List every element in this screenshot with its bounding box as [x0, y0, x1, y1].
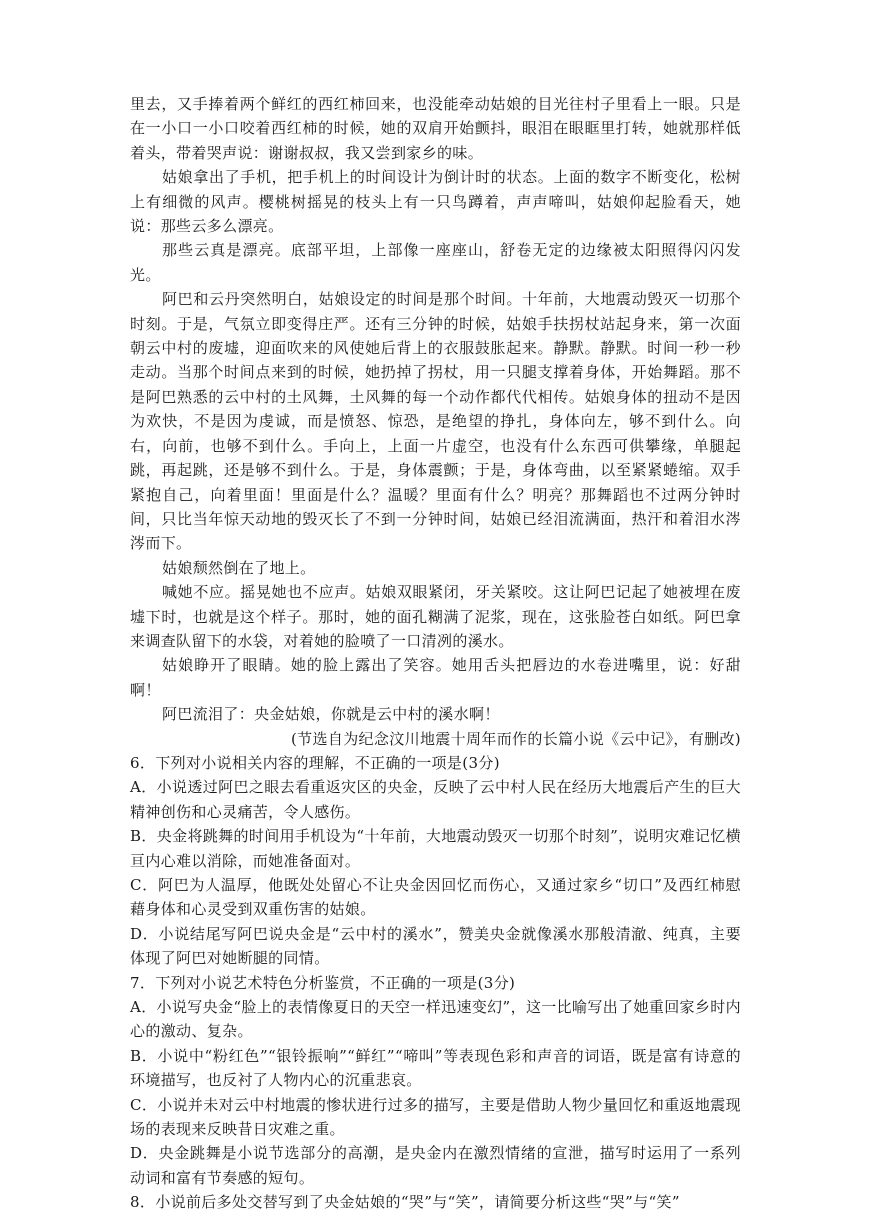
question-stem: 6．下列对小说相关内容的理解，不正确的一项是(3分)	[130, 753, 500, 772]
option-b: B．小说中“粉红色”“银铃振响”“鲜红”“啼叫”等表现色彩和声音的词语，既是富有诗意的环境描写，也反衬了人物内心的沉重悲哀。	[130, 1046, 741, 1090]
question-8	[130, 1190, 741, 1214]
option-a: A．小说写央金“脸上的表情像夏日的天空一样迅速变幻”，这一比喻写出了她重回家乡时内心的激动、复杂。	[130, 998, 741, 1041]
option-d: D．央金跳舞是小说节选部分的高潮，是央金内在激烈情绪的宣泄，描写时运用了一系列动词和富有节奏感的短句。	[130, 1144, 741, 1187]
question-section	[130, 751, 741, 1215]
story-paragraph: 姑娘睁开了眼睛。她的脸上露出了笑容。她用舌头把唇边的水卷进嘴里，说：好甜啊！	[130, 656, 741, 699]
question-stem: 7．下列对小说艺术特色分析鉴赏，不正确的一项是(3分)	[130, 973, 516, 992]
option-c: C．阿巴为人温厚，他既处处留心不让央金因回忆而伤心，又通过家乡“切口”及西红柿慰藉身体和心灵受到双重伤害的姑娘。	[130, 876, 741, 919]
story-paragraph: 姑娘颓然倒在了地上。	[162, 558, 316, 577]
story-paragraph: 喊她不应。摇晃她也不应声。姑娘双眼紧闭，牙关紧咬。这让阿巴记起了她被埋在废墟下时，也就是这个样子。那时，她的面孔糊满了泥浆，现在，这张脸苍白如纸。阿巴拿来调查队留下的水袋，对着她的脸喷了一口清冽的溪水。	[130, 583, 741, 650]
story-paragraph: 阿巴流泪了：央金姑娘，你就是云中村的溪水啊！	[162, 705, 500, 724]
story-text	[130, 92, 741, 751]
option-b: B．央金将跳舞的时间用手机设为“十年前，大地震动毁灭一切那个时刻”，说明灾难记忆横亘内心难以消除，而她准备面对。	[130, 827, 741, 870]
option-c: C．小说并未对云中村地震的惨状进行过多的描写，主要是借助人物少量回忆和重返地震现场的表现来反映昔日灾难之重。	[130, 1095, 741, 1139]
story-paragraph: 姑娘拿出了手机，把手机上的时间设计为倒计时的状态。上面的数字不断变化，松树上有细微的风声。樱桃树摇晃的枝头上有一只鸟蹲着，声声啼叫，姑娘仰起脸看天，她说：那些云多么漂亮。	[130, 168, 741, 236]
question-6	[130, 751, 741, 971]
question-7	[130, 971, 741, 1191]
story-paragraph: 阿巴和云丹突然明白，姑娘设定的时间是那个时间。十年前，大地震动毁灭一切那个时刻。于是，气氛立即变得庄严。还有三分钟的时候，姑娘手扶拐杖站起身来，第一次面朝云中村的废墟，迎面吹来的风使她后背上的衣服鼓胀起来。静默。静默。时间一秒一秒走动。当那个时间点来到的时候，她扔掉了拐杖，用一只腿支撑着身体，开始舞蹈。那不是阿巴熟悉的云中村的土风舞，土风舞的每一个动作都代代相传。姑娘身体的扭动不是因为欢快，不是因为虔诚，而是愤怒、惊恐，是绝望的挣扎，身体向左，够不到什么。向右，向前，也够不到什么。手向上，上面一片虚空，也没有什么东西可供攀缘，单腿起跳，再起跳，还是够不到什么。于是，身体震颤；于是，身体弯曲，以至紧紧蜷缩。双手紧抱自己，向着里面！里面是什么？温暖？里面有什么？明亮？那舞蹈也不过两分钟时间，只比当年惊天动地的毁灭长了不到一分钟时间，姑娘已经泪流满面，热汗和着泪水涔涔而下。	[130, 290, 741, 553]
option-a: A．小说透过阿巴之眼去看重返灾区的央金，反映了云中村人民在经历大地震后产生的巨大精神创伤和心灵痛苦，令人感伤。	[130, 778, 741, 821]
source-citation: (节选自为纪念汶川地震十周年而作的长篇小说《云中记》，有删改)	[290, 729, 741, 748]
option-d: D．小说结尾写阿巴说央金是“云中村的溪水”，赞美央金就像溪水那般清澈、纯真，主要体现了阿巴对她断腿的同情。	[130, 924, 741, 968]
story-paragraph: 那些云真是漂亮。底部平坦，上部像一座座山，舒卷无定的边缘被太阳照得闪闪发光。	[130, 241, 741, 284]
story-paragraph: 里去，又手捧着两个鲜红的西红柿回来，也没能牵动姑娘的目光往村子里看上一眼。只是在一小口一小口咬着西红柿的时候，她的双肩开始颤抖，眼泪在眼眶里打转，她就那样低着头，带着哭声说：谢谢叔叔，我又尝到家乡的味。	[130, 95, 741, 162]
question-stem: 8．小说前后多处交替写到了央金姑娘的“哭”与“笑”，请简要分析这些“哭”与“笑”	[130, 1193, 680, 1212]
